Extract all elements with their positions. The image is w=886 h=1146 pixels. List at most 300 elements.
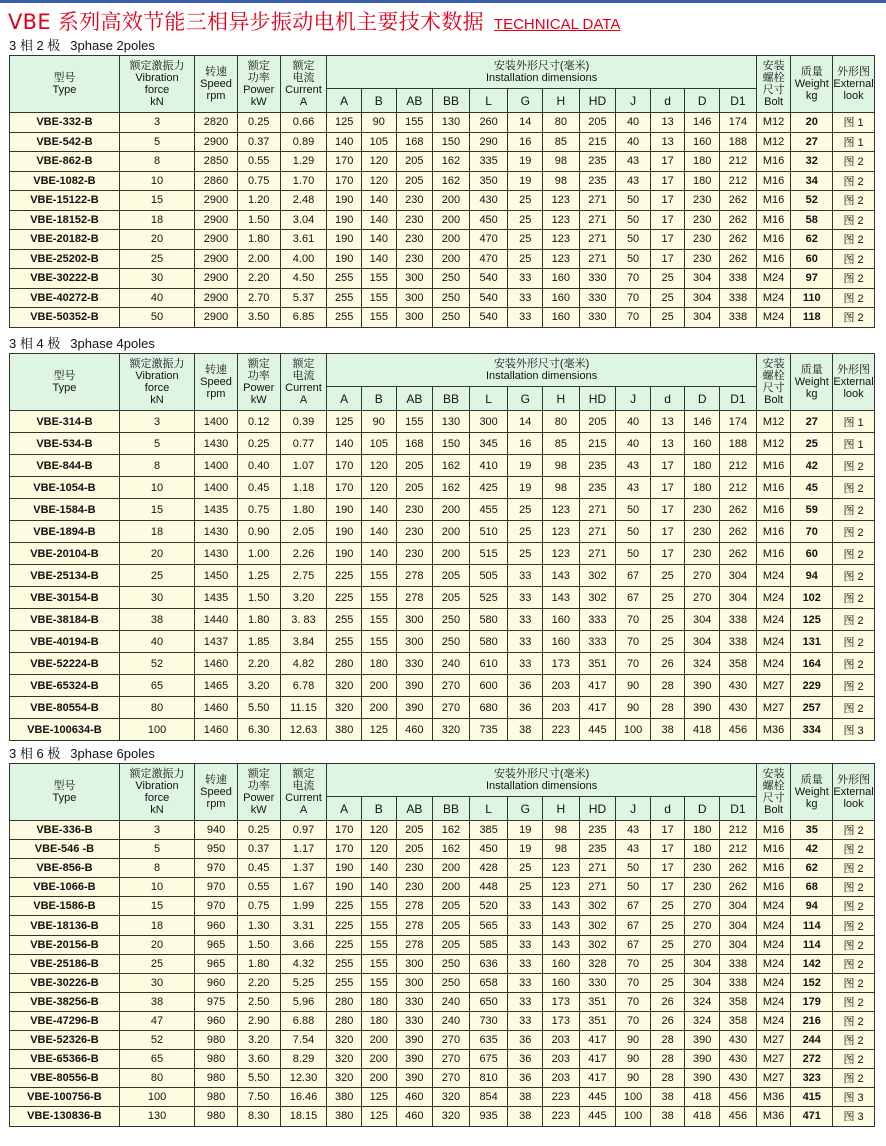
header-dim: HD [579,89,616,113]
table-row [10,477,875,499]
table-cell: 40 [616,433,651,455]
table-cell: 90 [616,697,651,719]
table-cell: 143 [543,565,580,587]
table-cell: 5.25 [280,973,327,992]
header-power [237,764,280,821]
table-cell: 190 [327,249,362,269]
table-row [10,653,875,675]
header-type [10,764,120,821]
bolt-cell: M24 [756,897,791,916]
weight-cell: 35 [791,821,833,840]
bolt-cell: M16 [756,455,791,477]
header-bolt-line: 螺栓 [762,370,785,382]
table-cell: 338 [720,308,757,328]
table-row [10,1107,875,1126]
table-cell: 140 [361,521,396,543]
table-cell: 180 [685,455,720,477]
bolt-cell: M24 [756,609,791,631]
section-label-chinese: 3 相 6 极 [9,746,61,761]
look-cell: 图 3 [833,719,875,741]
table-cell: 510 [469,521,508,543]
table-cell: 25 [650,935,685,954]
table-cell: 0.37 [237,840,280,859]
table-cell: 6.88 [280,1011,327,1030]
table-cell: 200 [433,543,470,565]
weight-cell: 102 [791,587,833,609]
table-cell: 190 [327,210,362,230]
table-cell: 5.50 [237,1069,280,1088]
table-cell: 304 [720,897,757,916]
header-weight-line: Weight [794,78,829,90]
table-cell: 188 [720,132,757,152]
section-4poles [9,335,875,741]
header-dim: L [469,89,508,113]
bolt-cell: M16 [756,521,791,543]
model-cell: VBE-336-B [10,821,120,840]
table-cell: 212 [720,455,757,477]
table-cell: 338 [720,609,757,631]
weight-cell: 471 [791,1107,833,1126]
table-cell: 230 [396,859,433,878]
bolt-cell: M16 [756,477,791,499]
table-row [10,411,875,433]
table-cell: 20 [119,230,194,250]
table-cell: 43 [616,152,651,172]
table-cell: 304 [685,308,720,328]
table-cell: 70 [616,609,651,631]
weight-cell: 59 [791,499,833,521]
table-cell: 1460 [195,719,238,741]
table-cell: 338 [720,973,757,992]
table-cell: 205 [579,113,616,133]
table-cell: 390 [396,675,433,697]
table-cell: 120 [361,821,396,840]
header-dim: H [543,797,580,821]
header-install-dimensions-line: Installation dimensions [485,780,598,792]
section-label [9,745,875,763]
header-dim: H [543,387,580,411]
table-cell: 155 [361,308,396,328]
table-cell: 230 [396,249,433,269]
table-cell: 4.82 [280,653,327,675]
look-cell: 图 2 [833,269,875,289]
table-row [10,1088,875,1107]
table-cell: 1.85 [237,631,280,653]
table-cell: 540 [469,269,508,289]
look-cell: 图 2 [833,230,875,250]
table-cell: 205 [433,565,470,587]
bolt-cell: M24 [756,565,791,587]
table-cell: 67 [616,916,651,935]
table-cell: 16 [508,433,543,455]
header-dim: L [469,387,508,411]
table-cell: 50 [616,249,651,269]
weight-cell: 94 [791,897,833,916]
table-cell: 280 [327,1011,362,1030]
table-cell: 190 [327,499,362,521]
bolt-cell: M16 [756,543,791,565]
table-row [10,897,875,916]
table-cell: 146 [685,411,720,433]
table-cell: 980 [195,1050,238,1069]
header-speed-line: 转速 [205,364,228,376]
table-cell: 0.75 [237,171,280,191]
table-cell: 0.97 [280,821,327,840]
header-speed-line: rpm [206,388,226,400]
model-cell: VBE-40272-B [10,288,120,308]
table-cell: 338 [720,269,757,289]
header-weight-line: Weight [794,376,829,388]
table-cell: 125 [327,411,362,433]
weight-cell: 60 [791,249,833,269]
table-cell: 271 [579,543,616,565]
table-cell: 33 [508,1011,543,1030]
table-row [10,191,875,211]
table-cell: 25 [508,543,543,565]
header-speed-line: 转速 [205,774,228,786]
table-cell: 168 [396,433,433,455]
table-cell: 120 [361,840,396,859]
table-row [10,288,875,308]
table-cell: 98 [543,171,580,191]
table-cell: 3 [119,113,194,133]
table-cell: 50 [616,521,651,543]
bolt-cell: M16 [756,171,791,191]
bolt-cell: M24 [756,269,791,289]
table-cell: 19 [508,477,543,499]
header-bolt-line: 安装 [762,60,785,72]
table-cell: 1400 [195,411,238,433]
table-cell: 271 [579,859,616,878]
table-cell: 11.15 [280,697,327,719]
table-cell: 19 [508,840,543,859]
table-cell: 417 [579,675,616,697]
table-cell: 230 [396,521,433,543]
table-cell: 25 [508,499,543,521]
model-cell: VBE-100634-B [10,719,120,741]
table-cell: 140 [361,543,396,565]
header-dim: H [543,89,580,113]
table-cell: 26 [650,1011,685,1030]
table-cell: 2.70 [237,288,280,308]
weight-cell: 229 [791,675,833,697]
table-row [10,954,875,973]
header-dim: G [508,89,543,113]
table-cell: 271 [579,499,616,521]
weight-cell: 97 [791,269,833,289]
table-cell: 333 [579,631,616,653]
table-cell: 28 [650,1050,685,1069]
table-cell: 230 [685,191,720,211]
table-cell: 250 [433,973,470,992]
table-cell: 15 [119,191,194,211]
table-cell: 90 [616,1069,651,1088]
table-cell: 0.45 [237,477,280,499]
table-cell: 240 [433,653,470,675]
table-cell: 19 [508,821,543,840]
header-type-line: Type [52,382,77,394]
table-cell: 33 [508,897,543,916]
table-cell: 3.60 [237,1050,280,1069]
header-dim: B [361,387,396,411]
header-current-line: 额定 [292,768,315,780]
table-cell: 1.80 [280,499,327,521]
weight-cell: 216 [791,1011,833,1030]
table-cell: 70 [616,269,651,289]
table-cell: 428 [469,859,508,878]
table-row [10,916,875,935]
look-cell: 图 2 [833,840,875,859]
header-speed [195,354,238,411]
table-cell: 390 [685,1069,720,1088]
table-cell: 38 [650,1107,685,1126]
table-cell: 0.45 [237,859,280,878]
table-cell: 0.40 [237,455,280,477]
table-cell: 200 [433,191,470,211]
table-cell: 650 [469,992,508,1011]
table-cell: 230 [396,499,433,521]
table-row [10,1031,875,1050]
table-cell: 2900 [195,132,238,152]
table-cell: 430 [469,191,508,211]
weight-cell: 42 [791,455,833,477]
bolt-cell: M36 [756,1107,791,1126]
table-cell: 200 [433,878,470,897]
table-cell: 418 [685,1088,720,1107]
table-cell: 162 [433,477,470,499]
table-row [10,587,875,609]
table-cell: 338 [720,631,757,653]
look-cell: 图 2 [833,973,875,992]
table-cell: 155 [361,565,396,587]
weight-cell: 272 [791,1050,833,1069]
table-cell: 25 [650,308,685,328]
header-type-line: 型号 [53,370,76,382]
weight-cell: 114 [791,935,833,954]
header-weight-line: 质量 [800,66,823,78]
table-cell: 18.15 [280,1107,327,1126]
table-cell: 970 [195,897,238,916]
header-power-line: 功率 [247,72,270,84]
table-cell: 262 [720,249,757,269]
table-cell: 330 [396,1011,433,1030]
table-cell: 380 [327,1107,362,1126]
table-cell: 100 [119,1088,194,1107]
header-current [280,354,327,411]
top-rule [0,0,886,3]
table-cell: 1.80 [237,230,280,250]
table-cell: 262 [720,210,757,230]
table-cell: 120 [361,171,396,191]
table-cell: 140 [361,210,396,230]
table-cell: 33 [508,269,543,289]
table-cell: 40 [616,132,651,152]
table-cell: 1460 [195,697,238,719]
table-cell: 335 [469,152,508,172]
table-cell: 1.00 [237,543,280,565]
model-cell: VBE-130836-B [10,1107,120,1126]
table-cell: 970 [195,878,238,897]
table-cell: 358 [720,992,757,1011]
table-cell: 975 [195,992,238,1011]
table-cell: 1400 [195,477,238,499]
table-row [10,308,875,328]
table-cell: 585 [469,935,508,954]
table-cell: 17 [650,543,685,565]
table-cell: 20 [119,935,194,954]
table-cell: 140 [361,499,396,521]
table-cell: 390 [396,1050,433,1069]
table-row [10,840,875,859]
table-cell: 255 [327,631,362,653]
header-force-line: 额定激振力 [129,60,185,72]
header-force-line: 额定激振力 [129,768,185,780]
header-dim: D1 [720,89,757,113]
header-current-line: 电流 [292,370,315,382]
table-cell: 448 [469,878,508,897]
model-cell: VBE-25202-B [10,249,120,269]
table-cell: 525 [469,587,508,609]
header-speed-line: rpm [206,798,226,810]
table-cell: 304 [685,269,720,289]
table-cell: 168 [396,132,433,152]
table-cell: 390 [685,1031,720,1050]
table-cell: 450 [469,840,508,859]
model-cell: VBE-1066-B [10,878,120,897]
table-row [10,455,875,477]
header-dim: J [616,797,651,821]
table-cell: 324 [685,653,720,675]
table-cell: 70 [616,973,651,992]
table-cell: 1430 [195,543,238,565]
bolt-cell: M27 [756,1050,791,1069]
table-cell: 304 [720,565,757,587]
table-cell: 162 [433,171,470,191]
weight-cell: 27 [791,411,833,433]
weight-cell: 45 [791,477,833,499]
table-cell: 0.55 [237,152,280,172]
weight-cell: 25 [791,433,833,455]
model-cell: VBE-844-B [10,455,120,477]
header-power-line: 额定 [247,60,270,72]
table-cell: 300 [396,288,433,308]
table-cell: 278 [396,935,433,954]
table-cell: 190 [327,230,362,250]
table-row [10,499,875,521]
header-power-line: kW [250,96,267,108]
table-row [10,1050,875,1069]
table-cell: 80 [543,411,580,433]
table-cell: 8.29 [280,1050,327,1069]
table-cell: 155 [361,973,396,992]
table-row [10,113,875,133]
table-cell: 30 [119,587,194,609]
table-cell: 250 [433,631,470,653]
table-cell: 2.90 [237,1011,280,1030]
table-cell: 505 [469,565,508,587]
table-cell: 17 [650,230,685,250]
table-cell: 205 [396,171,433,191]
look-cell: 图 3 [833,1107,875,1126]
table-cell: 33 [508,653,543,675]
table-cell: 130 [119,1107,194,1126]
table-cell: 250 [433,308,470,328]
bolt-cell: M12 [756,113,791,133]
table-cell: 200 [433,249,470,269]
table-cell: 230 [396,543,433,565]
table-cell: 162 [433,152,470,172]
table-row [10,521,875,543]
table-cell: 262 [720,499,757,521]
table-cell: 17 [650,152,685,172]
table-cell: 155 [396,411,433,433]
weight-cell: 34 [791,171,833,191]
table-cell: 38 [119,992,194,1011]
table-cell: 2.20 [237,269,280,289]
weight-cell: 118 [791,308,833,328]
table-cell: 20 [119,543,194,565]
table-cell: 1.18 [280,477,327,499]
table-cell: 19 [508,171,543,191]
table-cell: 160 [543,269,580,289]
table-cell: 200 [361,1069,396,1088]
bolt-cell: M24 [756,935,791,954]
table-cell: 200 [433,499,470,521]
table-cell: 80 [119,697,194,719]
bolt-cell: M12 [756,411,791,433]
table-cell: 338 [720,954,757,973]
table-cell: 1450 [195,565,238,587]
table-cell: 140 [327,433,362,455]
table-cell: 950 [195,840,238,859]
look-cell: 图 2 [833,521,875,543]
header-external-look-line: 外形图 [837,66,871,78]
table-cell: 2900 [195,191,238,211]
spec-table [9,353,875,741]
header-bolt-line: 螺栓 [762,72,785,84]
table-cell: 358 [720,1011,757,1030]
table-cell: 3.84 [280,631,327,653]
table-cell: 17 [650,455,685,477]
section-label-english: 3phase 6poles [70,746,155,761]
header-dim: d [650,89,685,113]
title-english: TECHNICAL DATA [493,16,621,33]
table-cell: 304 [685,609,720,631]
table-cell: 255 [327,269,362,289]
header-dim: BB [433,387,470,411]
look-cell: 图 2 [833,543,875,565]
table-cell: 7.54 [280,1031,327,1050]
table-cell: 170 [327,455,362,477]
table-row [10,152,875,172]
table-cell: 250 [433,288,470,308]
model-cell: VBE-856-B [10,859,120,878]
weight-cell: 20 [791,113,833,133]
table-cell: 1400 [195,455,238,477]
table-cell: 610 [469,653,508,675]
model-cell: VBE-38256-B [10,992,120,1011]
table-cell: 200 [433,859,470,878]
table-row [10,859,875,878]
table-cell: 270 [685,587,720,609]
table-cell: 460 [396,1088,433,1107]
table-row [10,249,875,269]
table-cell: 250 [433,609,470,631]
table-cell: 180 [685,477,720,499]
weight-cell: 152 [791,973,833,992]
table-cell: 3.31 [280,916,327,935]
table-cell: 162 [433,840,470,859]
